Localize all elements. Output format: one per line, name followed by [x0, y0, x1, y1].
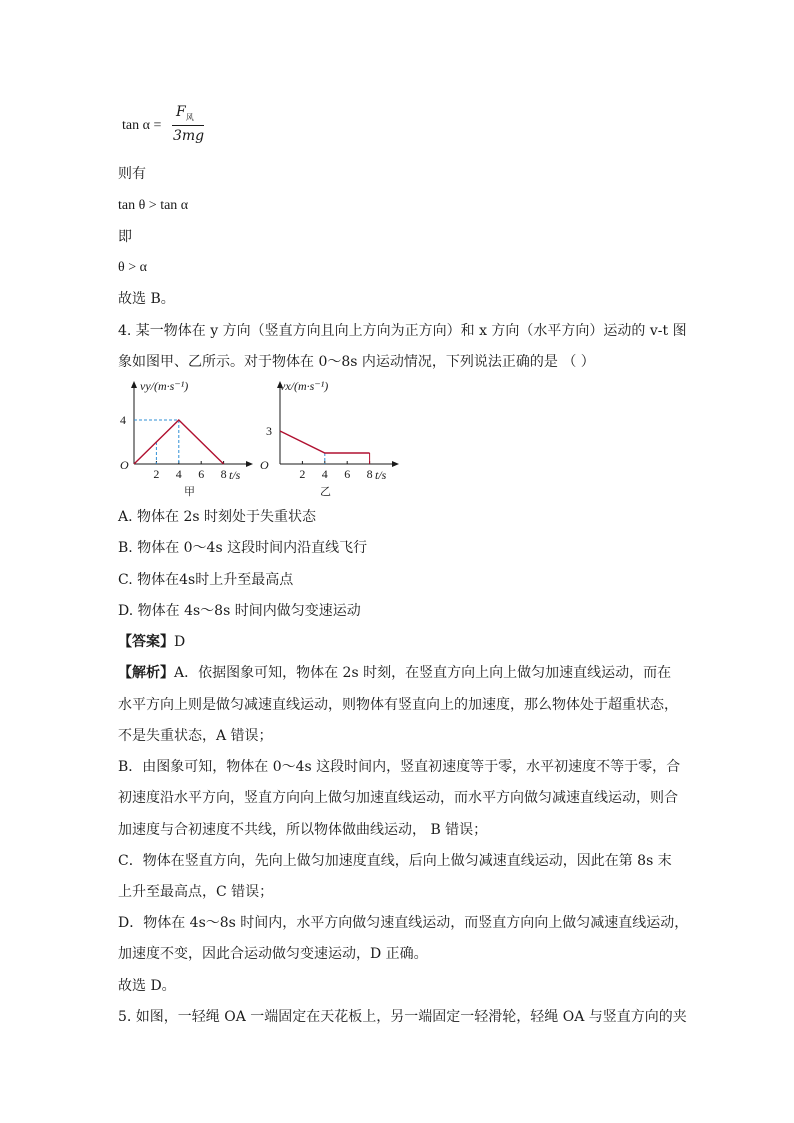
formula-tan-alpha	[118, 104, 238, 150]
formula-numerator	[176, 104, 194, 123]
fraction-bar	[172, 125, 204, 126]
graph-jia	[112, 376, 262, 502]
jia-x-arrow	[246, 461, 253, 467]
answer-label: 【答案】	[118, 634, 174, 650]
jia-y-arrow	[131, 381, 137, 388]
yi-series-line	[280, 431, 370, 453]
jia-x-tick-label-0: 2	[153, 467, 160, 481]
numerator-sub: 风	[185, 112, 194, 122]
graph-jia-xlabel: t/s	[229, 468, 241, 482]
option-d: D. 物体在 4s～8s 时间内做匀变速运动	[118, 603, 361, 619]
yi-x-tick-label-3: 8	[366, 467, 373, 481]
text-conclusion-b: 故选 B。	[118, 291, 175, 307]
analysis-line-8: D．物体在 4s～8s 时间内，水平方向做匀速直线运动，而竖直方向向上做匀减速直线运动，	[118, 915, 689, 931]
jia-x-tick-label-3: 8	[220, 467, 227, 481]
analysis-line-2: 不是失重状态，A 错误；	[118, 728, 273, 744]
jia-x-tick-label-1: 4	[175, 467, 182, 481]
jia-x-tick-label-2: 6	[198, 467, 205, 481]
analysis-line-1: 水平方向上则是做匀减速直线运动，则物体有竖直向上的加速度，那么物体处于超重状态，	[118, 697, 678, 713]
graph-jia-caption: 甲	[184, 485, 195, 498]
graph-yi-svg	[258, 376, 408, 502]
graph-jia-svg	[112, 376, 262, 502]
graph-yi	[258, 376, 408, 502]
formula-lhs: tan α =	[122, 118, 162, 133]
formula-theta-alpha: θ > α	[118, 260, 147, 275]
text-zeyou: 则有	[118, 166, 146, 182]
yi-x-tick-label-0: 2	[299, 467, 306, 481]
graph-jia-ylabel: vy/(m·s⁻¹)	[140, 379, 189, 393]
formula-tan-compare: tan θ > tan α	[118, 198, 189, 213]
yi-x-arrow	[392, 461, 399, 467]
analysis-line-5: 加速度与合初速度不共线，所以物体做曲线运动， B 错误；	[118, 822, 488, 838]
analysis-text-0: A．依据图象可知，物体在 2s 时刻，在竖直方向上向上做匀加速直线运动，而在	[174, 665, 672, 681]
answer-value: D	[174, 634, 186, 650]
yi-y-tick-label-0: 3	[266, 424, 272, 438]
option-b: B. 物体在 0～4s 这段时间内沿直线飞行	[118, 540, 368, 556]
analysis-line-3: B．由图象可知，物体在 0～4s 这段时间内，竖直初速度等于零，水平初速度不等于零，合	[118, 759, 681, 775]
question-5-line1: 5. 如图，一轻绳 OA 一端固定在天花板上，另一端固定一轻滑轮，轻绳 OA 与竖直方向的夹	[118, 1009, 687, 1025]
question-4-line1: 4. 某一物体在 y 方向（竖直方向且向上方向为正方向）和 x 方向（水平方向）运动的 v-t 图	[118, 323, 687, 339]
graph-yi-caption: 乙	[320, 485, 331, 498]
question-4-line2: 象如图甲、乙所示。对于物体在 0～8s 内运动情况，下列说法正确的是 （ ）	[118, 354, 595, 370]
analysis-line-4: 初速度沿水平方向，竖直方向向上做匀加速直线运动，而水平方向做匀减速直线运动，则合	[118, 790, 678, 806]
yi-x-tick-label-2: 6	[344, 467, 351, 481]
jia-y-tick-label-0: 4	[120, 413, 126, 427]
analysis-line-9: 加速度不变，因此合运动做匀变速运动，D 正确。	[118, 946, 428, 962]
graph-yi-ylabel: vx/(m·s⁻¹)	[280, 379, 329, 393]
analysis-line-0	[118, 663, 671, 683]
analysis-label: 【解析】	[118, 665, 174, 681]
option-c: C. 物体在4s时上升至最高点	[118, 572, 294, 588]
graph-jia-origin: O	[120, 458, 129, 472]
conclusion-d: 故选 D。	[118, 978, 176, 994]
analysis-line-6: C．物体在竖直方向，先向上做匀加速度直线，后向上做匀减速直线运动，因此在第 8s 末	[118, 853, 672, 869]
text-ji: 即	[118, 229, 132, 245]
graph-yi-origin: O	[260, 458, 269, 472]
formula-denominator: 3mg	[173, 128, 205, 144]
answer-line	[118, 632, 185, 652]
option-a: A. 物体在 2s 时刻处于失重状态	[118, 509, 317, 525]
yi-x-tick-label-1: 4	[321, 467, 328, 481]
graph-yi-xlabel: t/s	[375, 468, 387, 482]
numerator-base: F	[176, 104, 186, 120]
analysis-line-7: 上升至最高点，C 错误；	[118, 884, 274, 900]
